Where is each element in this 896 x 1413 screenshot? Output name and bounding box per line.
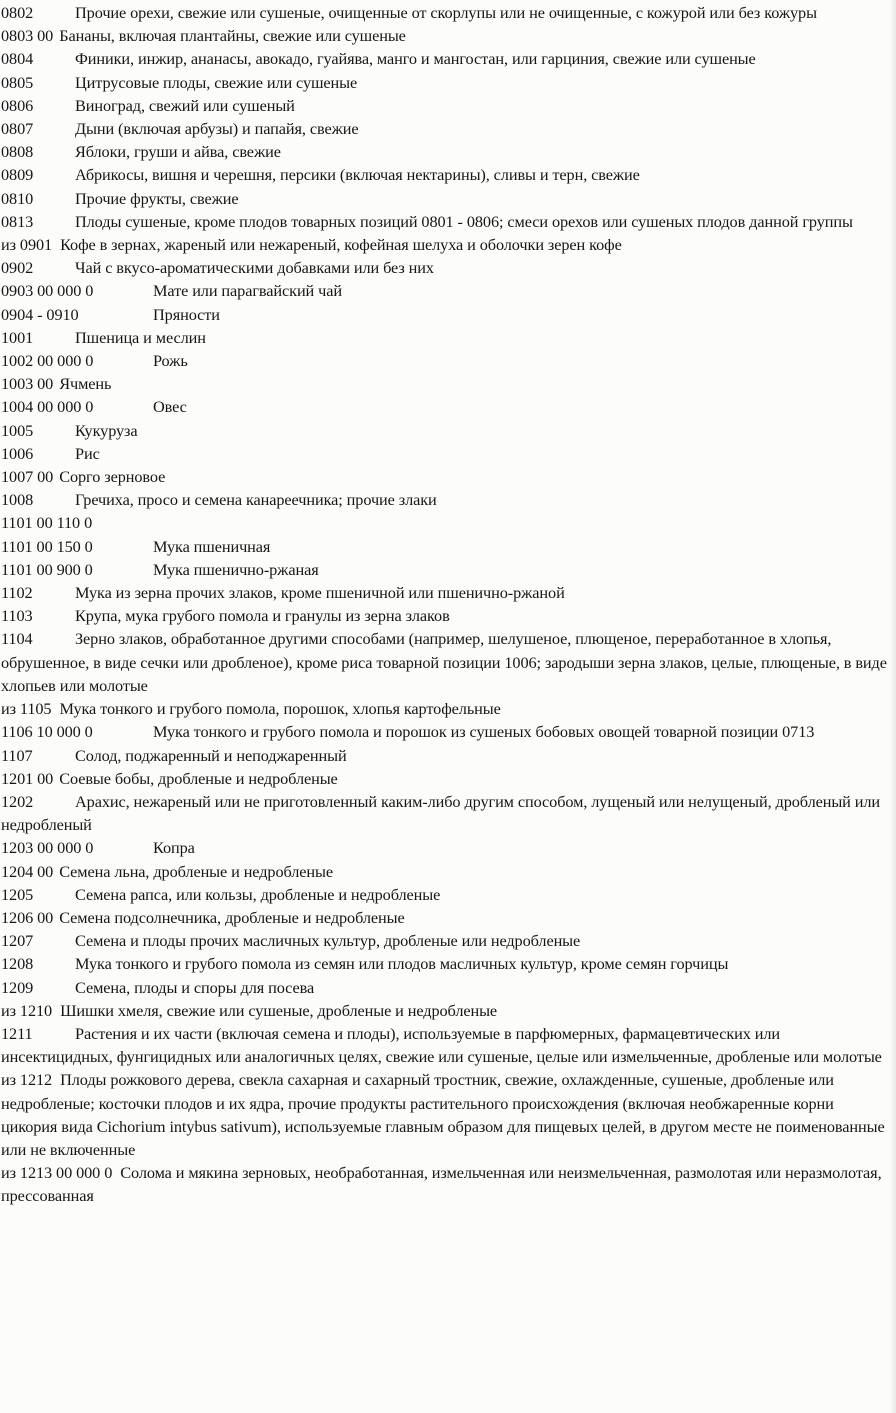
entry-code: 1205 — [1, 884, 34, 904]
tariff-code-list — [1, 1, 893, 1208]
entry-code: из 0901 — [1, 235, 53, 255]
entry-code: 1101 00 900 0 — [1, 559, 93, 579]
entry-code: 0902 — [1, 258, 34, 278]
entry-code: 1206 00 — [1, 907, 54, 927]
entry-description: Соевые бобы, дробленые и недробленые — [59, 768, 338, 788]
entry-0807 — [1, 117, 893, 140]
entry-description: Мука тонкого и грубого помола и порошок из сушеных бобовых овощей товарной позиции 0713 — [153, 722, 815, 742]
entry-1002 — [1, 349, 893, 372]
entry-1208 — [1, 952, 893, 975]
entry-code: 1204 00 — [1, 861, 54, 881]
entry-code: 1101 00 150 0 — [1, 536, 93, 556]
entry-code: 1103 — [1, 606, 33, 626]
entry-description: Шишки хмеля, свежие или сушеные, дробленые и недробленые — [60, 1000, 498, 1020]
entry-code: 0806 — [1, 95, 34, 115]
entry-description: Рис — [75, 443, 100, 463]
entry-1004 — [1, 395, 893, 418]
entry-code: 0804 — [1, 49, 34, 69]
entry-0902 — [1, 256, 893, 279]
entry-code: 1007 00 — [1, 467, 54, 487]
entry-code: 1201 00 — [1, 768, 54, 788]
entry-description: Ячмень — [59, 374, 112, 394]
entry-1209 — [1, 976, 893, 999]
entry-0805 — [1, 71, 893, 94]
entry-code: 1002 00 000 0 — [1, 351, 94, 371]
entry-0903 — [1, 279, 893, 302]
entry-1101-900 — [1, 558, 893, 581]
entry-code: 0808 — [1, 142, 34, 162]
entry-code: из 1105 — [1, 699, 52, 719]
entry-description: Мате или парагвайский чай — [153, 281, 342, 301]
entry-code: 1003 00 — [1, 374, 54, 394]
entry-0810 — [1, 187, 893, 210]
entry-0813 — [1, 210, 893, 233]
entry-1007 — [1, 465, 893, 488]
entry-description: Кофе в зернах, жареный или нежареный, кофейная шелуха и оболочки зерен кофе — [60, 235, 622, 255]
entry-code: 1101 00 110 0 — [1, 513, 93, 533]
entry-description: Пшеница и меслин — [75, 327, 206, 347]
entry-code: 0809 — [1, 165, 34, 185]
entry-1212 — [1, 1068, 893, 1161]
entry-code: 1104 — [1, 629, 33, 649]
entry-1210 — [1, 999, 893, 1022]
entry-description: Дыни (включая арбузы) и папайя, свежие — [75, 119, 359, 139]
entry-description: Крупа, мука грубого помола и гранулы из зерна злаков — [75, 606, 450, 626]
entry-1202 — [1, 790, 893, 836]
entry-code: 0803 00 — [1, 26, 54, 46]
scan-shadow-edge — [890, 0, 896, 1413]
entry-description: Солома и мякина зерновых, необработанная, измельченная или неизмельченная, размолотая или неразмолотая, прессованная — [1, 1163, 882, 1206]
entry-code: 1107 — [1, 745, 33, 765]
entry-description: Рожь — [153, 351, 188, 371]
entry-1008 — [1, 488, 893, 511]
entry-description: Зерно злаков, обработанное другими способами (например, шелушеное, плющеное, переработанное в хлопья, обрушенное, в виде сечки или дробленое), кроме риса товарной позиции 1006; зародыши зерна злаков, целые, плющеные, в виде хлопьев или молотые — [1, 629, 887, 695]
entry-1105 — [1, 697, 893, 720]
entry-0808 — [1, 140, 893, 163]
entry-description: Мука пшенично-ржаная — [153, 559, 319, 579]
entry-description: Мука пшеничная — [153, 536, 271, 556]
entry-code: 1208 — [1, 954, 34, 974]
entry-code: 1202 — [1, 791, 34, 811]
entry-1206 — [1, 906, 893, 929]
entry-code: 1005 — [1, 420, 34, 440]
entry-description: Мука тонкого и грубого помола из семян или плодов масличных культур, кроме семян горчицы — [75, 954, 729, 974]
entry-code: 0813 — [1, 211, 34, 231]
entry-description: Мука тонкого и грубого помола, порошок, хлопья картофельные — [59, 699, 501, 719]
entry-code: 1203 00 000 0 — [1, 838, 94, 858]
entry-code: 1207 — [1, 931, 34, 951]
entry-1103 — [1, 604, 893, 627]
entry-0804 — [1, 47, 893, 70]
entry-description: Виноград, свежий или сушеный — [75, 95, 295, 115]
entry-1003 — [1, 372, 893, 395]
entry-description: Прочие орехи, свежие или сушеные, очищенные от скорлупы или не очищенные, с кожурой или без кожуры — [75, 3, 817, 22]
entry-code: 0904 - 0910 — [1, 304, 79, 324]
entry-code: из 1212 — [1, 1070, 53, 1090]
entry-code: 1106 10 000 0 — [1, 722, 93, 742]
entry-description: Мука из зерна прочих злаков, кроме пшеничной или пшенично-ржаной — [75, 583, 565, 603]
entry-1102 — [1, 581, 893, 604]
entry-description: Овес — [153, 397, 187, 417]
entry-description: Семена льна, дробленые и недробленые — [59, 861, 333, 881]
entry-description: Цитрусовые плоды, свежие или сушеные — [75, 72, 358, 92]
entry-description: Арахис, нежареный или не приготовленный каким-либо другим способом, лущеный или нелущеный, дробленый или недробленый — [1, 791, 881, 835]
entry-description: Бананы, включая плантайны, свежие или сушеные — [59, 26, 406, 46]
entry-description: Семена, плоды и споры для посева — [75, 977, 315, 997]
entry-code: 1008 — [1, 490, 34, 510]
entry-description: Семена подсолнечника, дробленые и недробленые — [59, 907, 405, 927]
entry-1006 — [1, 442, 893, 465]
entry-1107 — [1, 744, 893, 767]
entry-code: 0807 — [1, 119, 34, 139]
entry-description: Семена рапса, или кользы, дробленые и недробленые — [75, 884, 441, 904]
entry-code: 0810 — [1, 188, 34, 208]
entry-1211 — [1, 1022, 893, 1068]
entry-1101-150 — [1, 535, 893, 558]
entry-description: Яблоки, груши и айва, свежие — [75, 142, 281, 162]
entry-1207 — [1, 929, 893, 952]
entry-description: Плоды рожкового дерева, свекла сахарная и сахарный тростник, свежие, охлажденные, сушеные, дробленые или недробленые; косточки плодов и их ядра, прочие продукты растительного происхождения (включая необжаренные корни цикория вида Cichorium intybus sativum), используемые главным образом для пищевых целей, в другом месте не поименованные или не включенные — [1, 1070, 885, 1159]
entry-description: Гречиха, просо и семена канареечника; прочие злаки — [75, 490, 437, 510]
entry-description: Солод, поджаренный и неподжаренный — [75, 745, 347, 765]
entry-description: Чай с вкусо-ароматическими добавками или без них — [75, 258, 434, 278]
entry-code: 1209 — [1, 977, 34, 997]
entry-0809 — [1, 163, 893, 186]
entry-1205 — [1, 883, 893, 906]
entry-1005 — [1, 419, 893, 442]
entry-code: 1004 00 000 0 — [1, 397, 94, 417]
entry-0901 — [1, 233, 893, 256]
entry-0802 — [1, 1, 893, 24]
entry-code: 0802 — [1, 3, 34, 22]
entry-0803 — [1, 24, 893, 47]
entry-description: Прочие фрукты, свежие — [75, 188, 239, 208]
entry-1101-110 — [1, 511, 893, 534]
entry-description: Сорго зерновое — [59, 467, 166, 487]
entry-1104 — [1, 627, 893, 697]
entry-code: из 1210 — [1, 1000, 53, 1020]
entry-description: Финики, инжир, ананасы, авокадо, гуайява, манго и мангостан, или гарциния, свежие или сушеные — [75, 49, 756, 69]
entry-description: Растения и их части (включая семена и плоды), используемые в парфюмерных, фармацевтических или инсектицидных, фунгицидных или аналогичных целях, свежие или сушеные, целые или измельченные, дробленые или молотые — [1, 1023, 882, 1067]
entry-code: 0903 00 000 0 — [1, 281, 94, 301]
entry-code: 1006 — [1, 443, 34, 463]
entry-description: Абрикосы, вишня и черешня, персики (включая нектарины), сливы и терн, свежие — [75, 165, 640, 185]
entry-1106 — [1, 720, 893, 743]
entry-description: Плоды сушеные, кроме плодов товарных позиций 0801 - 0806; смеси орехов или сушеных плодов данной группы — [75, 211, 853, 231]
entry-description: Копра — [153, 838, 195, 858]
entry-code: 0805 — [1, 72, 34, 92]
entry-1201 — [1, 767, 893, 790]
entry-1203 — [1, 836, 893, 859]
entry-description: Семена и плоды прочих масличных культур, дробленые или недробленые — [75, 931, 581, 951]
entry-description: Пряности — [153, 304, 220, 324]
entry-code: 1211 — [1, 1023, 33, 1043]
entry-1204 — [1, 860, 893, 883]
entry-code: 1102 — [1, 583, 33, 603]
entry-1001 — [1, 326, 893, 349]
entry-code: из 1213 00 000 0 — [1, 1163, 113, 1183]
entry-0904-0910 — [1, 303, 893, 326]
entry-1213 — [1, 1161, 893, 1207]
entry-0806 — [1, 94, 893, 117]
entry-code: 1001 — [1, 327, 34, 347]
entry-description: Кукуруза — [75, 420, 138, 440]
